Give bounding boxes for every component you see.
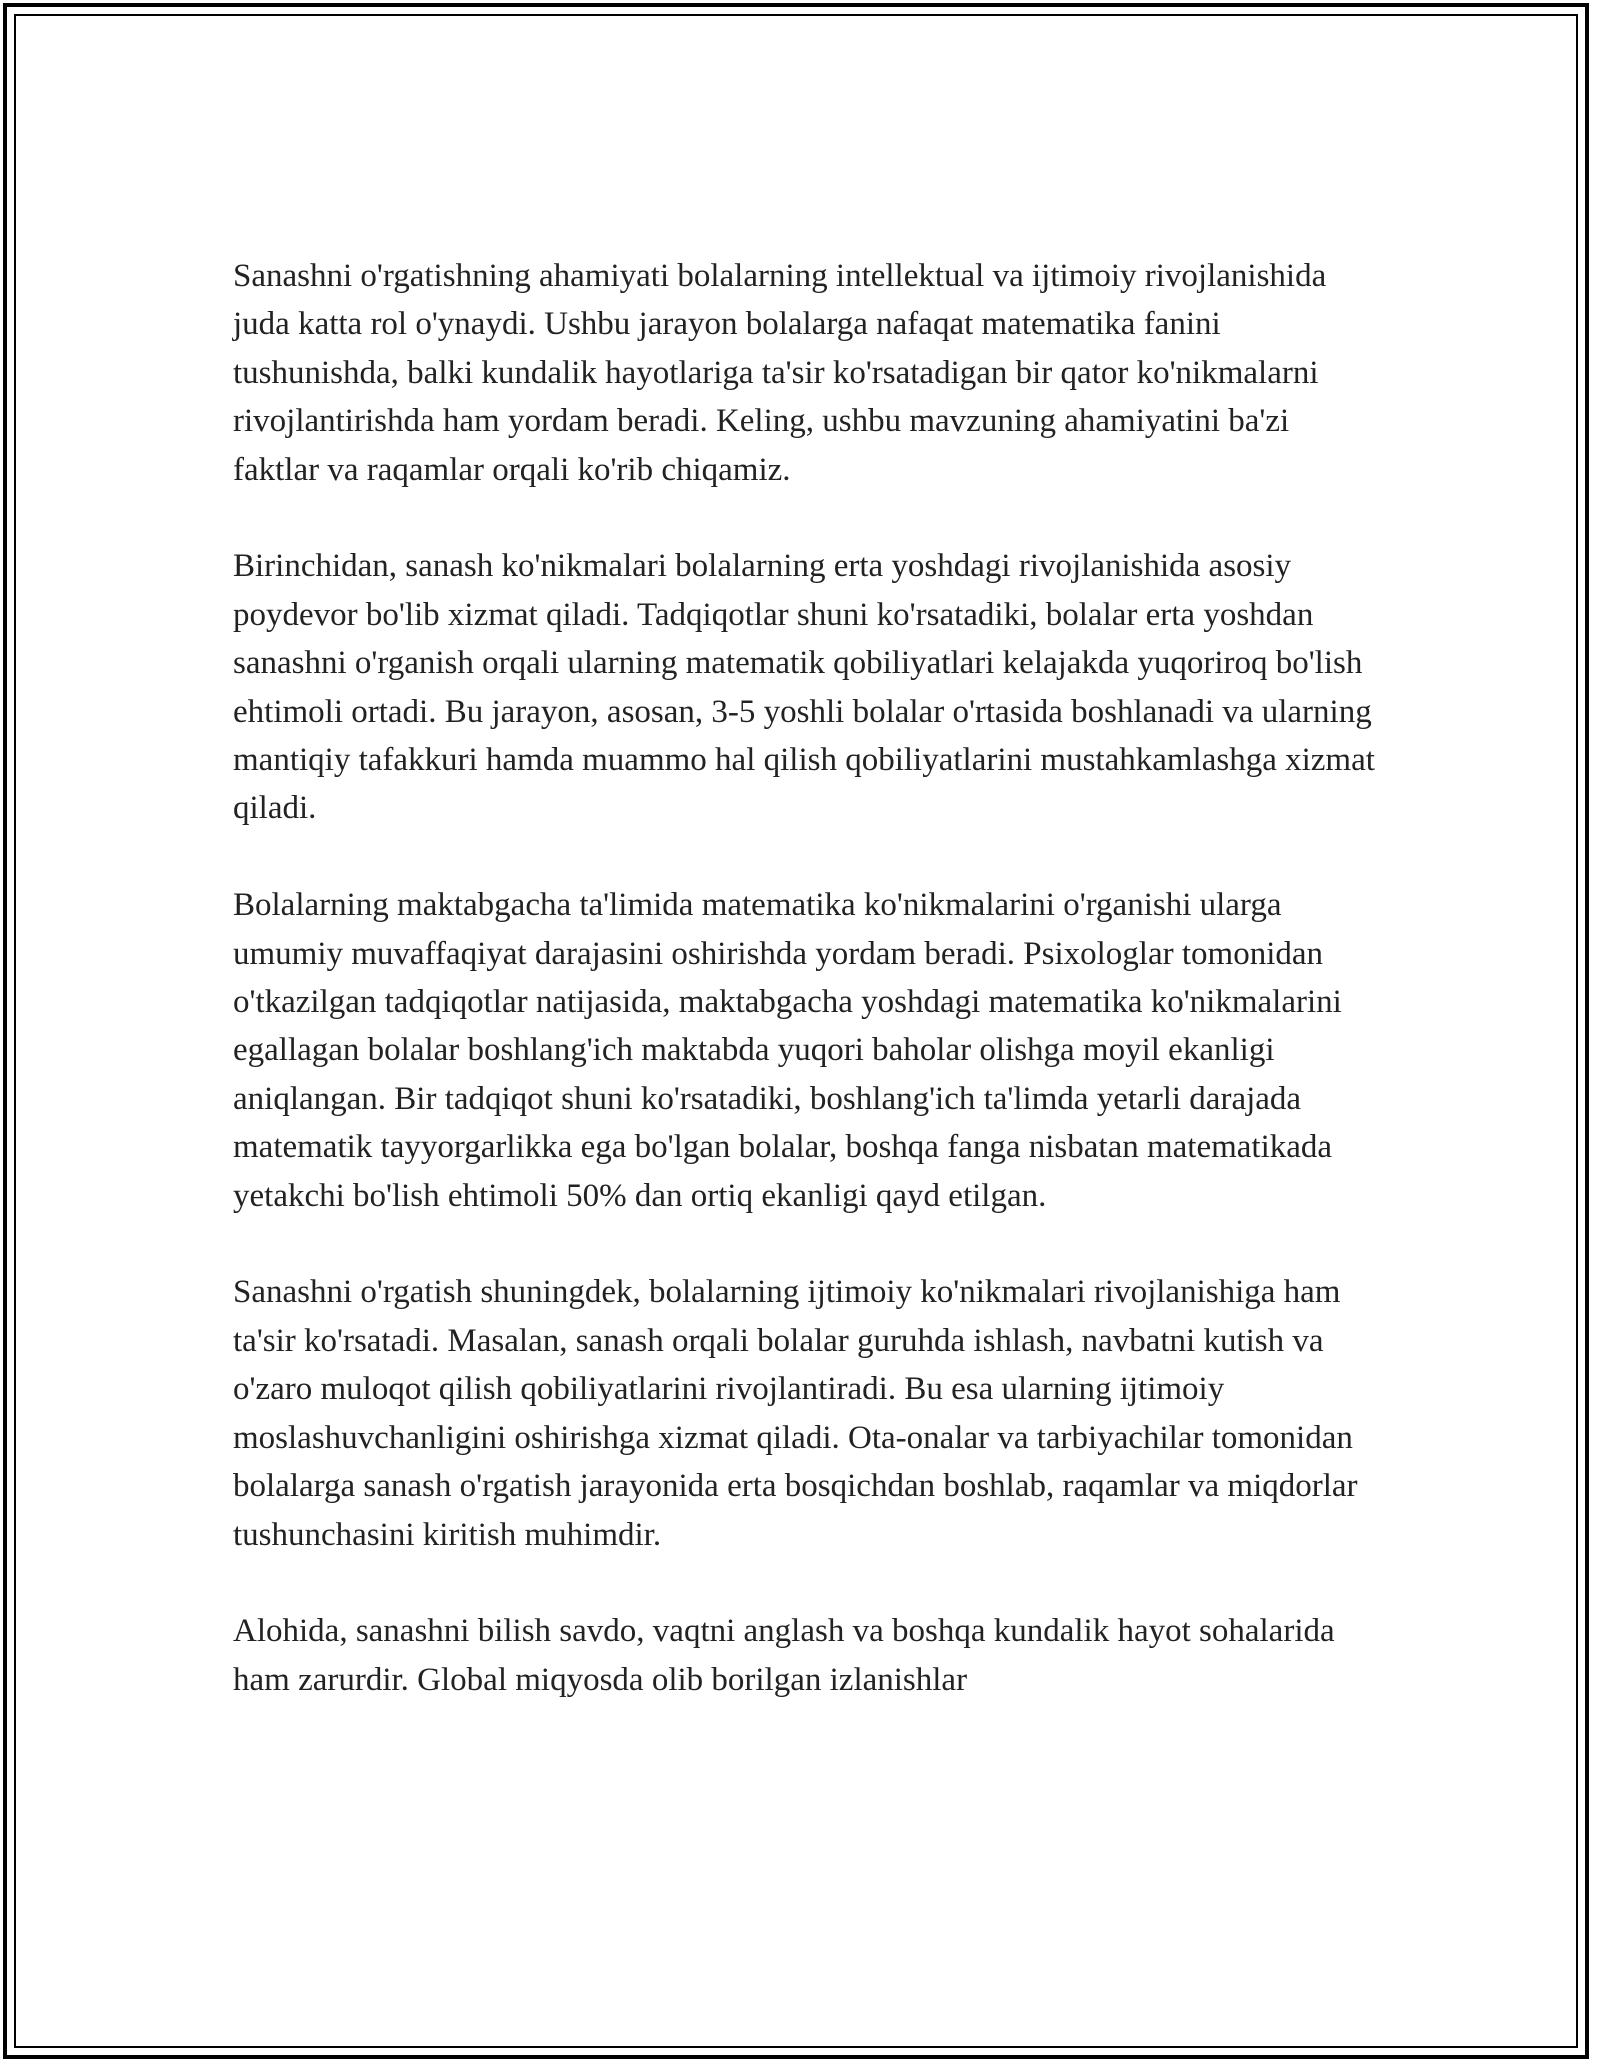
paragraph-2: Birinchidan, sanash ko'nikmalari bolalarning erta yoshdagi rivojlanishida asosiy poydevor bo'lib xizmat qiladi. Tadqiqotlar shuni ko'rsatadiki, bolalar erta yoshdan sanashni o'rganish orqali ularning matematik qobiliyatlari kelajakda yuqoriroq bo'lish ehtimoli ortadi. Bu jarayon, asosan, 3-5 yoshli bolalar o'rtasida boshlanadi va ularning mantiqiy tafakkuri hamda muammo hal qilish qobiliyatlarini mustahkamlashga xizmat qiladi. <box>233 548 1375 827</box>
paragraph-4: Sanashni o'rgatish shuningdek, bolalarning ijtimoiy ko'nikmalari rivojlanishiga ham ta'sir ko'rsatadi. Masalan, sanash orqali bolalar guruhda ishlash, navbatni kutish va o'zaro muloqot qilish qobiliyatlarini rivojlantiradi. Bu esa ularning ijtimoiy moslashuvchanligini oshirishga xizmat qiladi. Ota-onalar va tarbiyachilar tomonidan bolalarga sanash o'rgatish jarayonida erta bosqichdan boshlab, raqamlar va miqdorlar tushunchasini kiritish muhimdir. <box>233 1274 1358 1553</box>
document-body <box>233 252 1383 1704</box>
paragraph-3: Bolalarning maktabgacha ta'limida matematika ko'nikmalarini o'rganishi ularga umumiy muvaffaqiyat darajasini oshirishda yordam beradi. Psixologlar tomonidan o'tkazilgan tadqiqotlar natijasida, maktabgacha yoshdagi matematika ko'nikmalarini egallagan bolalar boshlang'ich maktabda yuqori baholar olishga moyil ekanligi aniqlangan. Bir tadqiqot shuni ko'rsatadiki, boshlang'ich ta'limda yetarli darajada matematik tayyorgarlikka ega bo'lgan bolalar, boshqa fanga nisbatan matematikada yetakchi bo'lish ehtimoli 50% dan ortiq ekanligi qayd etilgan. <box>233 887 1342 1214</box>
paragraph-5: Alohida, sanashni bilish savdo, vaqtni anglash va boshqa kundalik hayot sohalarida ham zarurdir. Global miqyosda olib borilgan izlanishlar <box>233 1613 1335 1698</box>
paragraph-1: Sanashni o'rgatishning ahamiyati bolalarning intellektual va ijtimoiy rivojlanishida juda katta rol o'ynaydi. Ushbu jarayon bolalarga nafaqat matematika fanini tushunishda, balki kundalik hayotlariga ta'sir ko'rsatadigan bir qator ko'nikmalarni rivojlantirishda ham yordam beradi. Keling, ushbu mavzuning ahamiyatini ba'zi faktlar va raqamlar orqali ko'rib chiqamiz. <box>233 258 1327 488</box>
